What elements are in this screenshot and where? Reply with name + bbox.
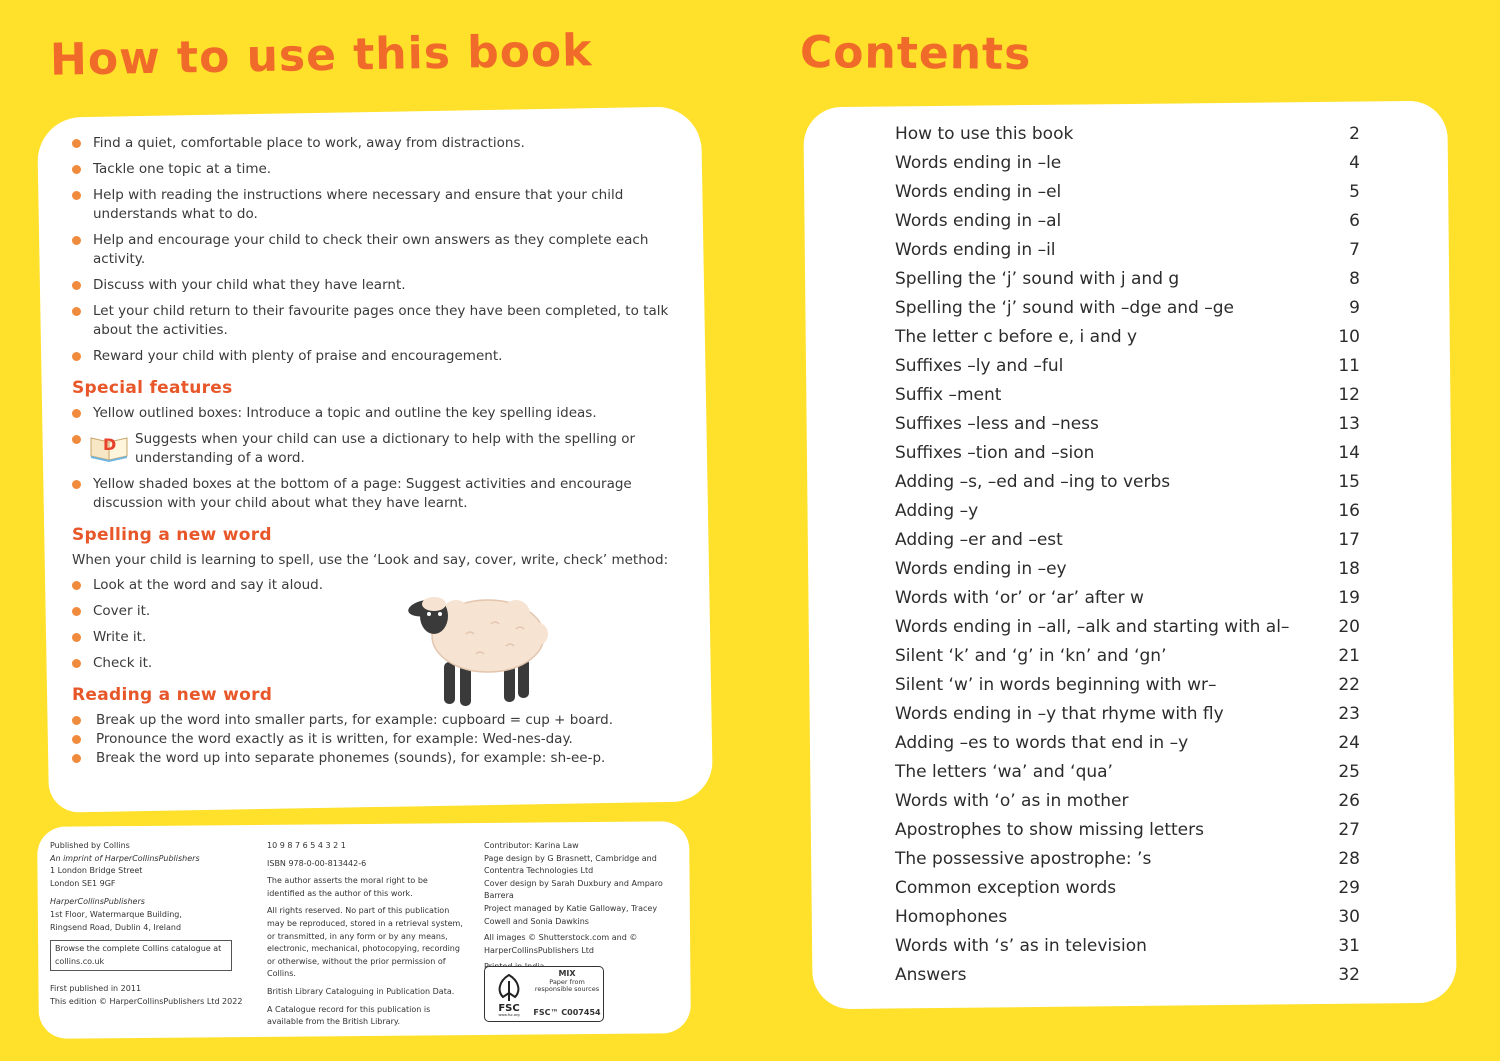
contents-row	[895, 410, 1360, 439]
contents-row	[895, 961, 1360, 990]
catalogue-box: Browse the complete Collins catalogue at collins.co.uk	[50, 940, 232, 971]
contents-title: Silent ‘k’ and ‘g’ in ‘kn’ and ‘gn’	[895, 646, 1167, 666]
contents-row	[895, 700, 1360, 729]
contents-row	[895, 584, 1360, 613]
pub-line: 1st Floor, Watermarque Building,	[50, 909, 182, 919]
contents-page-number: 29	[1338, 878, 1360, 898]
pub-line: 1 London Bridge Street	[50, 866, 143, 876]
pub-line: 10 9 8 7 6 5 4 3 2 1	[267, 841, 346, 850]
contents-row	[895, 787, 1360, 816]
fsc-logo	[484, 966, 604, 1022]
contents-title: Words with ‘o’ as in mother	[895, 791, 1129, 811]
contents-title: How to use this book	[895, 124, 1074, 144]
reading-list	[72, 711, 682, 768]
contents-title: Suffixes –less and –ness	[895, 414, 1099, 434]
contents-row	[895, 497, 1360, 526]
contents-row	[895, 526, 1360, 555]
tip-item: Discuss with your child what they have learnt.	[72, 276, 682, 295]
svg-text:FSC: FSC	[498, 1003, 520, 1014]
tip-item: Reward your child with plenty of praise and encouragement.	[72, 347, 682, 366]
pub-line: First published in 2011	[50, 984, 142, 994]
contents-page-number: 25	[1338, 762, 1360, 782]
contents-title: Words with ‘or’ or ‘ar’ after w	[895, 588, 1144, 608]
contents-row	[895, 120, 1360, 149]
pub-line: Contributor: Karina Law	[484, 841, 579, 850]
contents-page-number: 7	[1349, 240, 1360, 260]
publisher-col-1	[50, 840, 245, 1009]
contents-row	[895, 816, 1360, 845]
contents-title: Suffixes –ly and –ful	[895, 356, 1064, 376]
contents-title: Adding –s, –ed and –ing to verbs	[895, 472, 1171, 492]
contents-page-number: 20	[1338, 617, 1360, 637]
contents-title: The letters ‘wa’ and ‘qua’	[895, 762, 1113, 782]
contents-title: Spelling the ‘j’ sound with –dge and –ge	[895, 298, 1234, 318]
contents-row	[895, 439, 1360, 468]
contents-row	[895, 207, 1360, 236]
tip-item: Help and encourage your child to check their own answers as they complete each activity.	[72, 231, 682, 269]
contents-row	[895, 323, 1360, 352]
spelling-step: Cover it.	[72, 602, 682, 621]
contents-row	[895, 352, 1360, 381]
contents-title: Answers	[895, 965, 967, 985]
contents-row	[895, 178, 1360, 207]
contents-page-number: 18	[1338, 559, 1360, 579]
contents-page-number: 24	[1338, 733, 1360, 753]
spelling-step: Write it.	[72, 628, 682, 647]
publisher-col-3	[484, 840, 680, 974]
special-features-list	[72, 404, 682, 513]
contents-title: Spelling the ‘j’ sound with j and g	[895, 269, 1180, 289]
pub-line: ISBN 978-0-00-813442-6	[267, 858, 367, 868]
contents-row	[895, 758, 1360, 787]
feature-text: Suggests when your child can use a dictionary to help with the spelling or understanding of a word.	[135, 431, 636, 466]
pub-line: Project managed by Katie Galloway, Tracey Cowell and Sonia Dawkins	[484, 903, 658, 926]
contents-row	[895, 555, 1360, 584]
spelling-step: Look at the word and say it aloud.	[72, 576, 682, 595]
fsc-code: FSC™ C007454	[533, 1008, 601, 1017]
contents-title: Words ending in –le	[895, 153, 1062, 173]
contents-title: Words with ‘s’ as in television	[895, 936, 1147, 956]
pub-line: An imprint of HarperCollinsPublishers	[50, 853, 200, 863]
contents-title: Adding –er and –est	[895, 530, 1063, 550]
reading-item: Pronounce the word exactly as it is written, for example: Wed-nes-day.	[72, 730, 682, 749]
pub-line: London SE1 9GF	[50, 878, 116, 888]
contents-title: Words ending in –il	[895, 240, 1056, 260]
spelling-heading: Spelling a new word	[72, 525, 272, 545]
pub-line: All rights reserved. No part of this publication may be reproduced, stored in a retrieval system, or transmitted, in any form or by any means, electronic, mechanical, photocopying, recording or otherwise, without the prior permission of Collins.	[267, 906, 463, 979]
contents-title: The possessive apostrophe: ’s	[895, 849, 1152, 869]
pub-line: Page design by G Brasnett, Cambridge and Contentra Technologies Ltd	[484, 853, 657, 876]
contents-page-number: 16	[1338, 501, 1360, 521]
contents-page-number: 17	[1338, 530, 1360, 550]
pub-line: The author asserts the moral right to be identified as the author of this work.	[267, 876, 428, 898]
contents-title: The letter c before e, i and y	[895, 327, 1138, 347]
reading-item: Break the word up into separate phonemes (sounds), for example: sh-ee-p.	[72, 749, 682, 768]
contents-title: Suffixes –tion and –sion	[895, 443, 1095, 463]
contents-title: Apostrophes to show missing letters	[895, 820, 1204, 840]
feature-item: Yellow outlined boxes: Introduce a topic and outline the key spelling ideas.	[72, 404, 682, 423]
contents-row	[895, 294, 1360, 323]
contents-title: Words ending in –all, –alk and starting with al–	[895, 617, 1290, 637]
contents-row	[895, 671, 1360, 700]
tip-item: Tackle one topic at a time.	[72, 160, 682, 179]
contents-page-number: 4	[1349, 153, 1360, 173]
contents-title: Words ending in –el	[895, 182, 1062, 202]
contents-page-number: 10	[1338, 327, 1360, 347]
contents-title: Words ending in –al	[895, 211, 1062, 231]
pub-line: Cover design by Sarah Duxbury and Amparo Barrera	[484, 878, 663, 901]
page-title-contents: Contents	[799, 26, 1032, 81]
contents-title: Silent ‘w’ in words beginning with wr–	[895, 675, 1217, 695]
contents-page-number: 21	[1338, 646, 1360, 666]
contents-list	[895, 120, 1360, 990]
fsc-tree-icon	[489, 971, 529, 1017]
contents-row	[895, 932, 1360, 961]
tip-item: Help with reading the instructions where necessary and ensure that your child understands what to do.	[72, 186, 682, 224]
svg-text:D: D	[103, 435, 117, 454]
svg-text:www.fsc.org: www.fsc.org	[498, 1013, 520, 1017]
spelling-intro: When your child is learning to spell, use the ‘Look and say, cover, write, check’ method:	[72, 552, 669, 568]
pub-line: Ringsend Road, Dublin 4, Ireland	[50, 922, 182, 932]
publisher-col-2	[267, 840, 465, 1034]
contents-row	[895, 642, 1360, 671]
contents-page-number: 14	[1338, 443, 1360, 463]
contents-page-number: 22	[1338, 675, 1360, 695]
contents-page-number: 15	[1338, 472, 1360, 492]
contents-page-number: 5	[1349, 182, 1360, 202]
contents-page-number: 26	[1338, 791, 1360, 811]
pub-line: A Catalogue record for this publication is available from the British Library.	[267, 1004, 431, 1027]
contents-title: Adding –es to words that end in –y	[895, 733, 1189, 753]
special-features-heading: Special features	[72, 378, 233, 398]
tip-item: Let your child return to their favourite pages once they have been completed, to talk about the activities.	[72, 302, 682, 340]
contents-page-number: 9	[1349, 298, 1360, 318]
fsc-mix	[533, 970, 601, 993]
feature-item: Yellow shaded boxes at the bottom of a page: Suggest activities and encourage discussion with your child about what they have learnt.	[72, 475, 682, 513]
contents-row	[895, 265, 1360, 294]
contents-title: Suffix –ment	[895, 385, 1002, 405]
contents-page-number: 6	[1349, 211, 1360, 231]
contents-page-number: 28	[1338, 849, 1360, 869]
page-title-how-to-use: How to use this book	[49, 25, 593, 86]
tips-list	[72, 134, 682, 366]
contents-title: Common exception words	[895, 878, 1117, 898]
instructions-content	[72, 134, 682, 768]
spelling-step: Check it.	[72, 654, 682, 673]
contents-title: Words ending in –ey	[895, 559, 1067, 579]
pub-line: British Library Cataloguing in Publication Data.	[267, 986, 455, 996]
contents-page-number: 13	[1338, 414, 1360, 434]
spelling-steps	[72, 576, 682, 673]
contents-row	[895, 845, 1360, 874]
contents-page-number: 30	[1338, 907, 1360, 927]
contents-row	[895, 381, 1360, 410]
tip-item: Find a quiet, comfortable place to work, away from distractions.	[72, 134, 682, 153]
reading-heading: Reading a new word	[72, 685, 273, 705]
contents-page-number: 12	[1338, 385, 1360, 405]
contents-title: Words ending in –y that rhyme with fly	[895, 704, 1224, 724]
contents-title: Adding –y	[895, 501, 979, 521]
reading-item: Break up the word into smaller parts, for example: cupboard = cup + board.	[72, 711, 682, 730]
pub-line: All images © Shutterstock.com and © HarperCollinsPublishers Ltd	[484, 933, 638, 955]
contents-row	[895, 613, 1360, 642]
contents-row	[895, 236, 1360, 265]
contents-row	[895, 149, 1360, 178]
contents-page-number: 8	[1349, 269, 1360, 289]
pub-line: Published by Collins	[50, 841, 130, 850]
fsc-paper-from: Paper from responsible sources	[534, 977, 600, 993]
contents-page-number: 31	[1338, 936, 1360, 956]
contents-page-number: 27	[1338, 820, 1360, 840]
fsc-mix-label: MIX	[558, 969, 576, 978]
contents-page-number: 32	[1338, 965, 1360, 985]
pub-line: This edition © HarperCollinsPublishers Ltd 2022	[50, 996, 243, 1006]
contents-row	[895, 468, 1360, 497]
dictionary-icon	[89, 428, 129, 462]
contents-row	[895, 729, 1360, 758]
contents-page-number: 2	[1349, 124, 1360, 144]
contents-page-number: 11	[1338, 356, 1360, 376]
feature-item-dictionary	[72, 430, 682, 468]
contents-page-number: 23	[1338, 704, 1360, 724]
contents-title: Homophones	[895, 907, 1008, 927]
contents-page-number: 19	[1338, 588, 1360, 608]
contents-row	[895, 874, 1360, 903]
contents-row	[895, 903, 1360, 932]
sheep-illustration	[396, 584, 556, 712]
pub-line: HarperCollinsPublishers	[50, 897, 145, 907]
